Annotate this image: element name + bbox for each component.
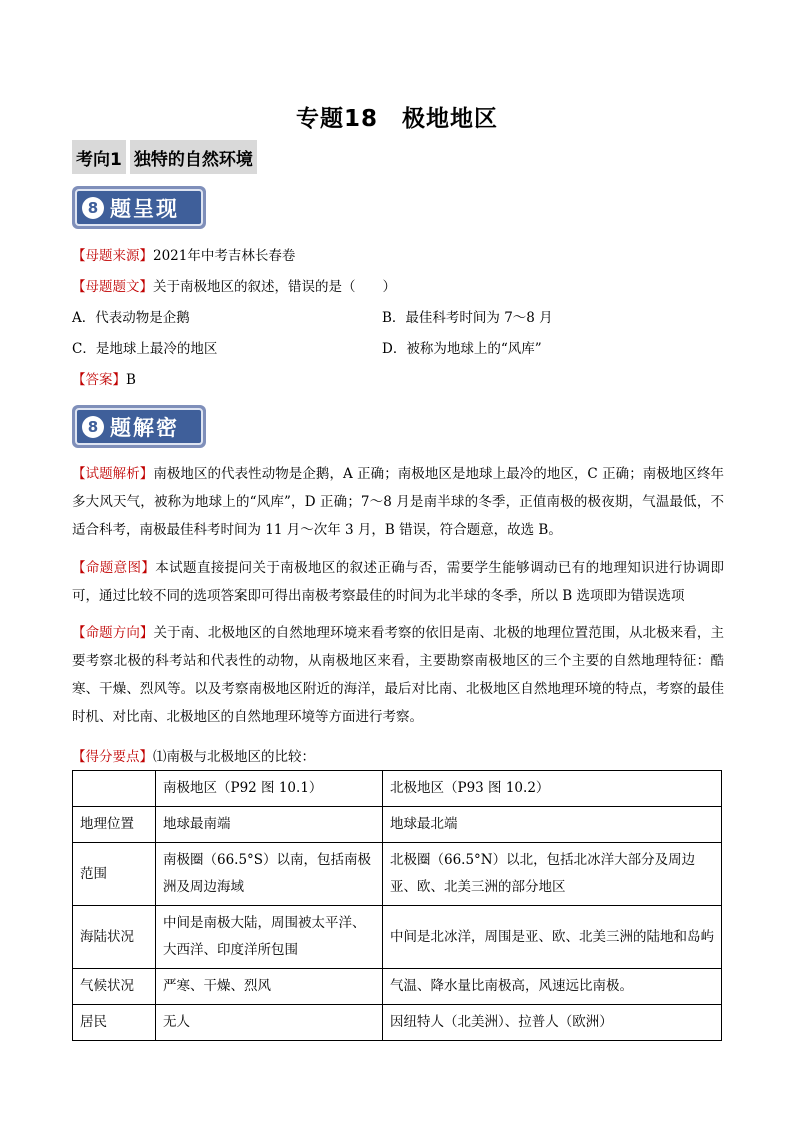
table-cell: 因纽特人（北美洲）、拉普人（欧洲） (383, 1005, 722, 1041)
table-cell: 南极圈（66.5°S）以南，包括南极洲及周边海域 (156, 843, 383, 906)
page-title: 专题18 极地地区 (295, 106, 498, 132)
table-cell: 气候状况 (73, 969, 156, 1005)
analysis-text: 南极地区的代表性动物是企鹅，A 正确；南极地区是地球上最冷的地区，C 正确；南极地区终年多大风天气，被称为地球上的“风库”，D 正确；7～8 月是南半球的冬季，正值南极的极夜期，气温最低，不适合科考，南极最佳科考时间为 11 月～次年 3 月，B 错误，符合题意，故选 B。 (72, 466, 725, 538)
table-cell: 地球最南端 (156, 807, 383, 843)
stem-line (72, 279, 722, 295)
answer-text: B (126, 372, 136, 388)
points-tag: 【得分要点】 (72, 749, 153, 765)
stem-text: 关于南极地区的叙述，错误的是（ ） (153, 279, 396, 295)
option-a: A．代表动物是企鹅 (72, 310, 190, 326)
banner-label: 题呈现 (110, 196, 179, 221)
analysis-tag: 【试题解析】 (72, 466, 154, 482)
direction-paragraph (72, 619, 724, 731)
source-line (72, 248, 722, 264)
intent-text: 本试题直接提问关于南极地区的叙述正确与否，需要学生能够调动已有的地理知识进行协调即可，通过比较不同的选项答案即可得出南极考察最佳的时间为北半球的冬季，所以 B 选项即为错误选项 (72, 560, 725, 604)
comparison-table (72, 770, 722, 1041)
banner-label: 题解密 (110, 415, 179, 440)
infinity-icon: 8 (82, 416, 104, 438)
analysis-paragraph (72, 460, 724, 544)
table-row (73, 906, 722, 969)
points-text: ⑴南极与北极地区的比较： (153, 749, 315, 765)
options-row-2 (72, 341, 722, 357)
table-header-cell: 南极地区（P92 图 10.1） (156, 771, 383, 807)
answer-tag: 【答案】 (72, 372, 126, 388)
options-row-1 (72, 310, 722, 326)
table-cell: 气温、降水量比南极高，风速远比南极。 (383, 969, 722, 1005)
table-header-row (73, 771, 722, 807)
direction-text: 关于南、北极地区的自然地理环境来看考察的依旧是南、北极的地理位置范围，从北极来看，主要考察北极的科考站和代表性的动物，从南极地区来看，主要勘察南极地区的三个主要的自然地理特征：酷寒、干燥、烈风等。以及考察南极地区附近的海洋，最后对比南、北极地区自然地理环境的特点，考察的最佳时机、对比南、北极地区的自然地理环境等方面进行考察。 (72, 625, 725, 725)
table-row (73, 843, 722, 906)
table-cell: 范围 (73, 843, 156, 906)
table-row (73, 1005, 722, 1041)
section-label: 考向1 (72, 140, 126, 174)
table-cell: 北极圈（66.5°N）以北，包括北冰洋大部分及周边亚、欧、北美三洲的部分地区 (383, 843, 722, 906)
source-text: 2021年中考吉林长春卷 (153, 248, 296, 264)
table-cell: 中间是南极大陆，周围被太平洋、大西洋、印度洋所包围 (156, 906, 383, 969)
table-cell: 海陆状况 (73, 906, 156, 969)
intent-tag: 【命题意图】 (72, 560, 156, 576)
table-cell: 地球最北端 (383, 807, 722, 843)
source-tag: 【母题来源】 (72, 248, 153, 264)
table-cell: 无人 (156, 1005, 383, 1041)
table-header-cell (73, 771, 156, 807)
intent-paragraph (72, 554, 724, 610)
table-cell: 地理位置 (73, 807, 156, 843)
table-row (73, 807, 722, 843)
table-cell: 严寒、干燥、烈风 (156, 969, 383, 1005)
points-line (72, 749, 722, 765)
option-b: B．最佳科考时间为 7～8 月 (382, 310, 553, 326)
table-header-cell: 北极地区（P93 图 10.2） (383, 771, 722, 807)
question-explain-banner (72, 405, 206, 448)
option-d: D．被称为地球上的“风库” (382, 341, 542, 357)
table-row (73, 969, 722, 1005)
stem-tag: 【母题题文】 (72, 279, 153, 295)
option-c: C．是地球上最冷的地区 (72, 341, 218, 357)
answer-line (72, 372, 722, 388)
table-cell: 居民 (73, 1005, 156, 1041)
section-title: 独特的自然环境 (130, 140, 257, 174)
section-heading (72, 140, 257, 174)
table-cell: 中间是北冰洋，周围是亚、欧、北美三洲的陆地和岛屿 (383, 906, 722, 969)
infinity-icon: 8 (82, 197, 104, 219)
direction-tag: 【命题方向】 (72, 625, 154, 641)
question-present-banner (72, 186, 206, 229)
